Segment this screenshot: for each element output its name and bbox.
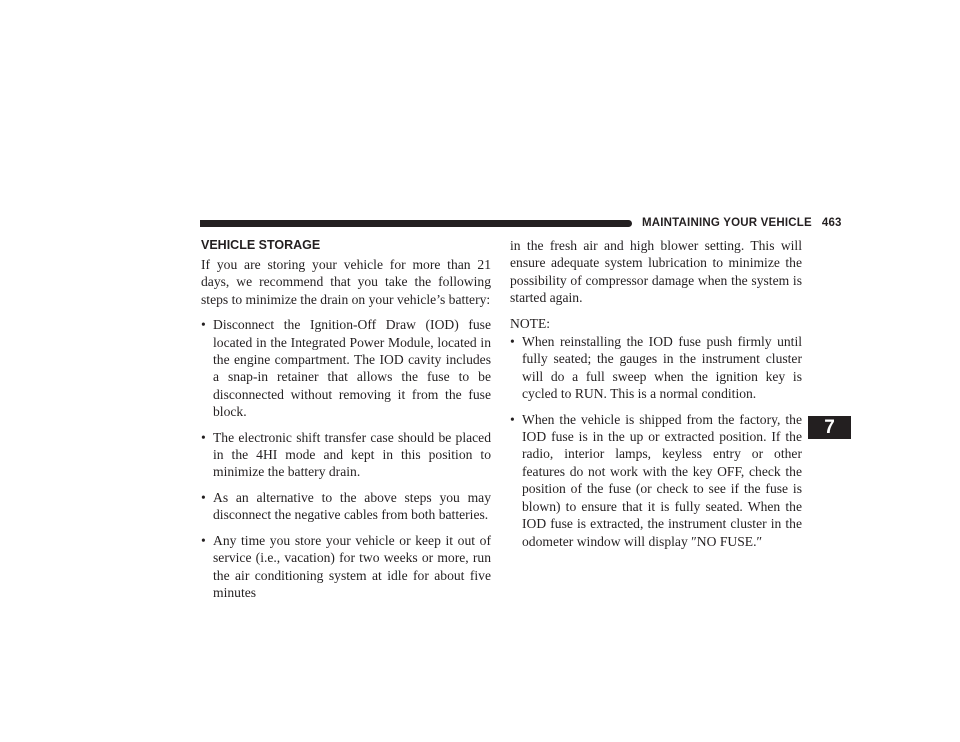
list-item-text: When reinstalling the IOD fuse push firmly until fully seated; the gauges in the instrument cluster will do a full sweep when the ignition key is cycled to RUN. This is a normal condition. bbox=[522, 334, 802, 402]
bullet-icon: • bbox=[510, 411, 515, 427]
bullet-icon: • bbox=[201, 429, 206, 445]
note-label: NOTE: bbox=[510, 315, 551, 331]
list-item-text: As an alternative to the above steps you may disconnect the negative cables from both batteries. bbox=[213, 489, 491, 523]
section-heading: VEHICLE STORAGE bbox=[201, 238, 321, 252]
list-item-text: Disconnect the Ignition-Off Draw (IOD) fuse located in the Integrated Power Module, located in the engine compartment. The IOD cavity includes a snap-in retainer that allows the fuse to be disconnected without removing it from the fuse block. bbox=[213, 317, 491, 420]
continuation-paragraph: in the fresh air and high blower setting. This will ensure adequate system lubrication to minimize the possibility of compressor damage when the system is started again. bbox=[510, 238, 802, 306]
page-number: 463 bbox=[821, 217, 842, 229]
storage-steps-list bbox=[201, 316, 491, 601]
running-header bbox=[642, 216, 842, 230]
section-title: MAINTAINING YOUR VEHICLE bbox=[642, 217, 812, 229]
note-list bbox=[510, 333, 802, 550]
list-item bbox=[201, 489, 491, 524]
bullet-icon: • bbox=[201, 489, 206, 505]
bullet-icon: • bbox=[201, 317, 206, 333]
list-item-text: The electronic shift transfer case should be placed in the 4HI mode and kept in this position to minimize the battery drain. bbox=[213, 429, 491, 480]
bullet-icon: • bbox=[510, 334, 515, 350]
header-rule bbox=[200, 220, 632, 227]
intro-paragraph: If you are storing your vehicle for more than 21 days, we recommend that you take the following steps to minimize the drain on your vehicle’s battery: bbox=[201, 257, 491, 307]
list-item-text: Any time you store your vehicle or keep it out of service (i.e., vacation) for two weeks or more, run the air conditioning system at idle for about five minutes bbox=[213, 532, 491, 600]
bullet-icon: • bbox=[201, 532, 206, 548]
list-item bbox=[201, 316, 491, 420]
right-column bbox=[510, 237, 802, 550]
chapter-tab: 7 bbox=[808, 416, 851, 439]
left-column bbox=[201, 237, 491, 601]
list-item bbox=[201, 429, 491, 481]
list-item bbox=[510, 411, 802, 550]
list-item-text: When the vehicle is shipped from the factory, the IOD fuse is in the up or extracted position. If the radio, interior lamps, keyless entry or other features do not work with the key OFF, check the position of the fuse (or check to see if the fuse is blown) to ensure that it is fully seated. When the IOD fuse is extracted, the instrument cluster in the odometer window will display ″NO FUSE.″ bbox=[522, 411, 802, 549]
list-item bbox=[201, 532, 491, 602]
list-item bbox=[510, 333, 802, 403]
